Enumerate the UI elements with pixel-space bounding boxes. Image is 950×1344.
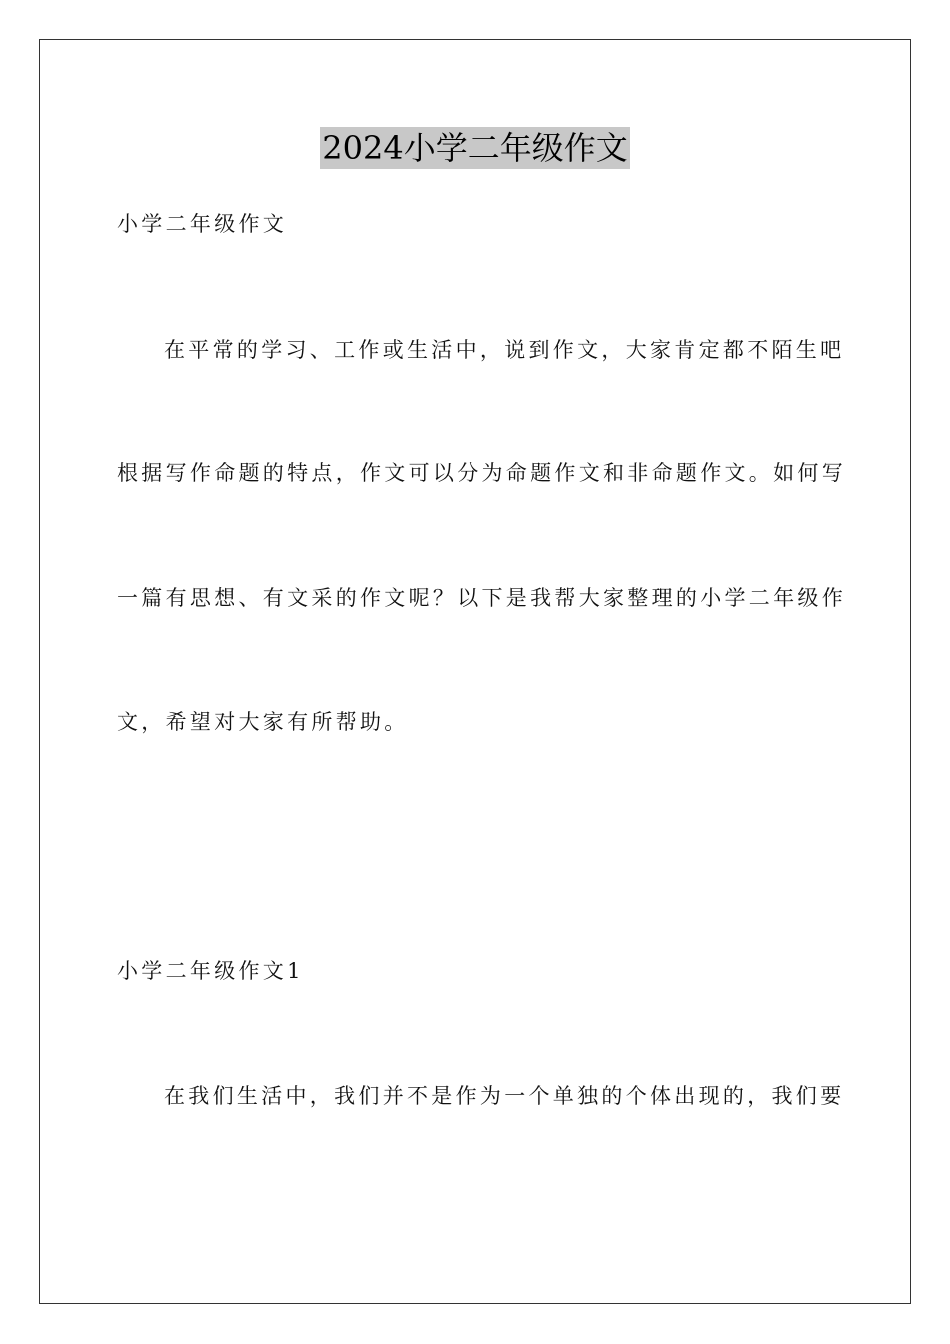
section-heading: 小学二年级作文1	[117, 959, 304, 983]
intro-line-1: 在平常的学习、工作或生活中，说到作文，大家肯定都不陌生吧	[164, 338, 845, 362]
section-line-1: 在我们生活中，我们并不是作为一个单独的个体出现的，我们要	[164, 1084, 845, 1108]
document-subtitle: 小学二年级作文	[117, 212, 288, 236]
intro-line-3: 一篇有思想、有文采的作文呢？以下是我帮大家整理的小学二年级作	[117, 586, 846, 610]
intro-line-2: 根据写作命题的特点，作文可以分为命题作文和非命题作文。如何写	[117, 461, 846, 485]
intro-line-4: 文，希望对大家有所帮助。	[117, 710, 409, 734]
title-container	[0, 127, 950, 169]
document-title: 2024小学二年级作文	[322, 129, 628, 167]
